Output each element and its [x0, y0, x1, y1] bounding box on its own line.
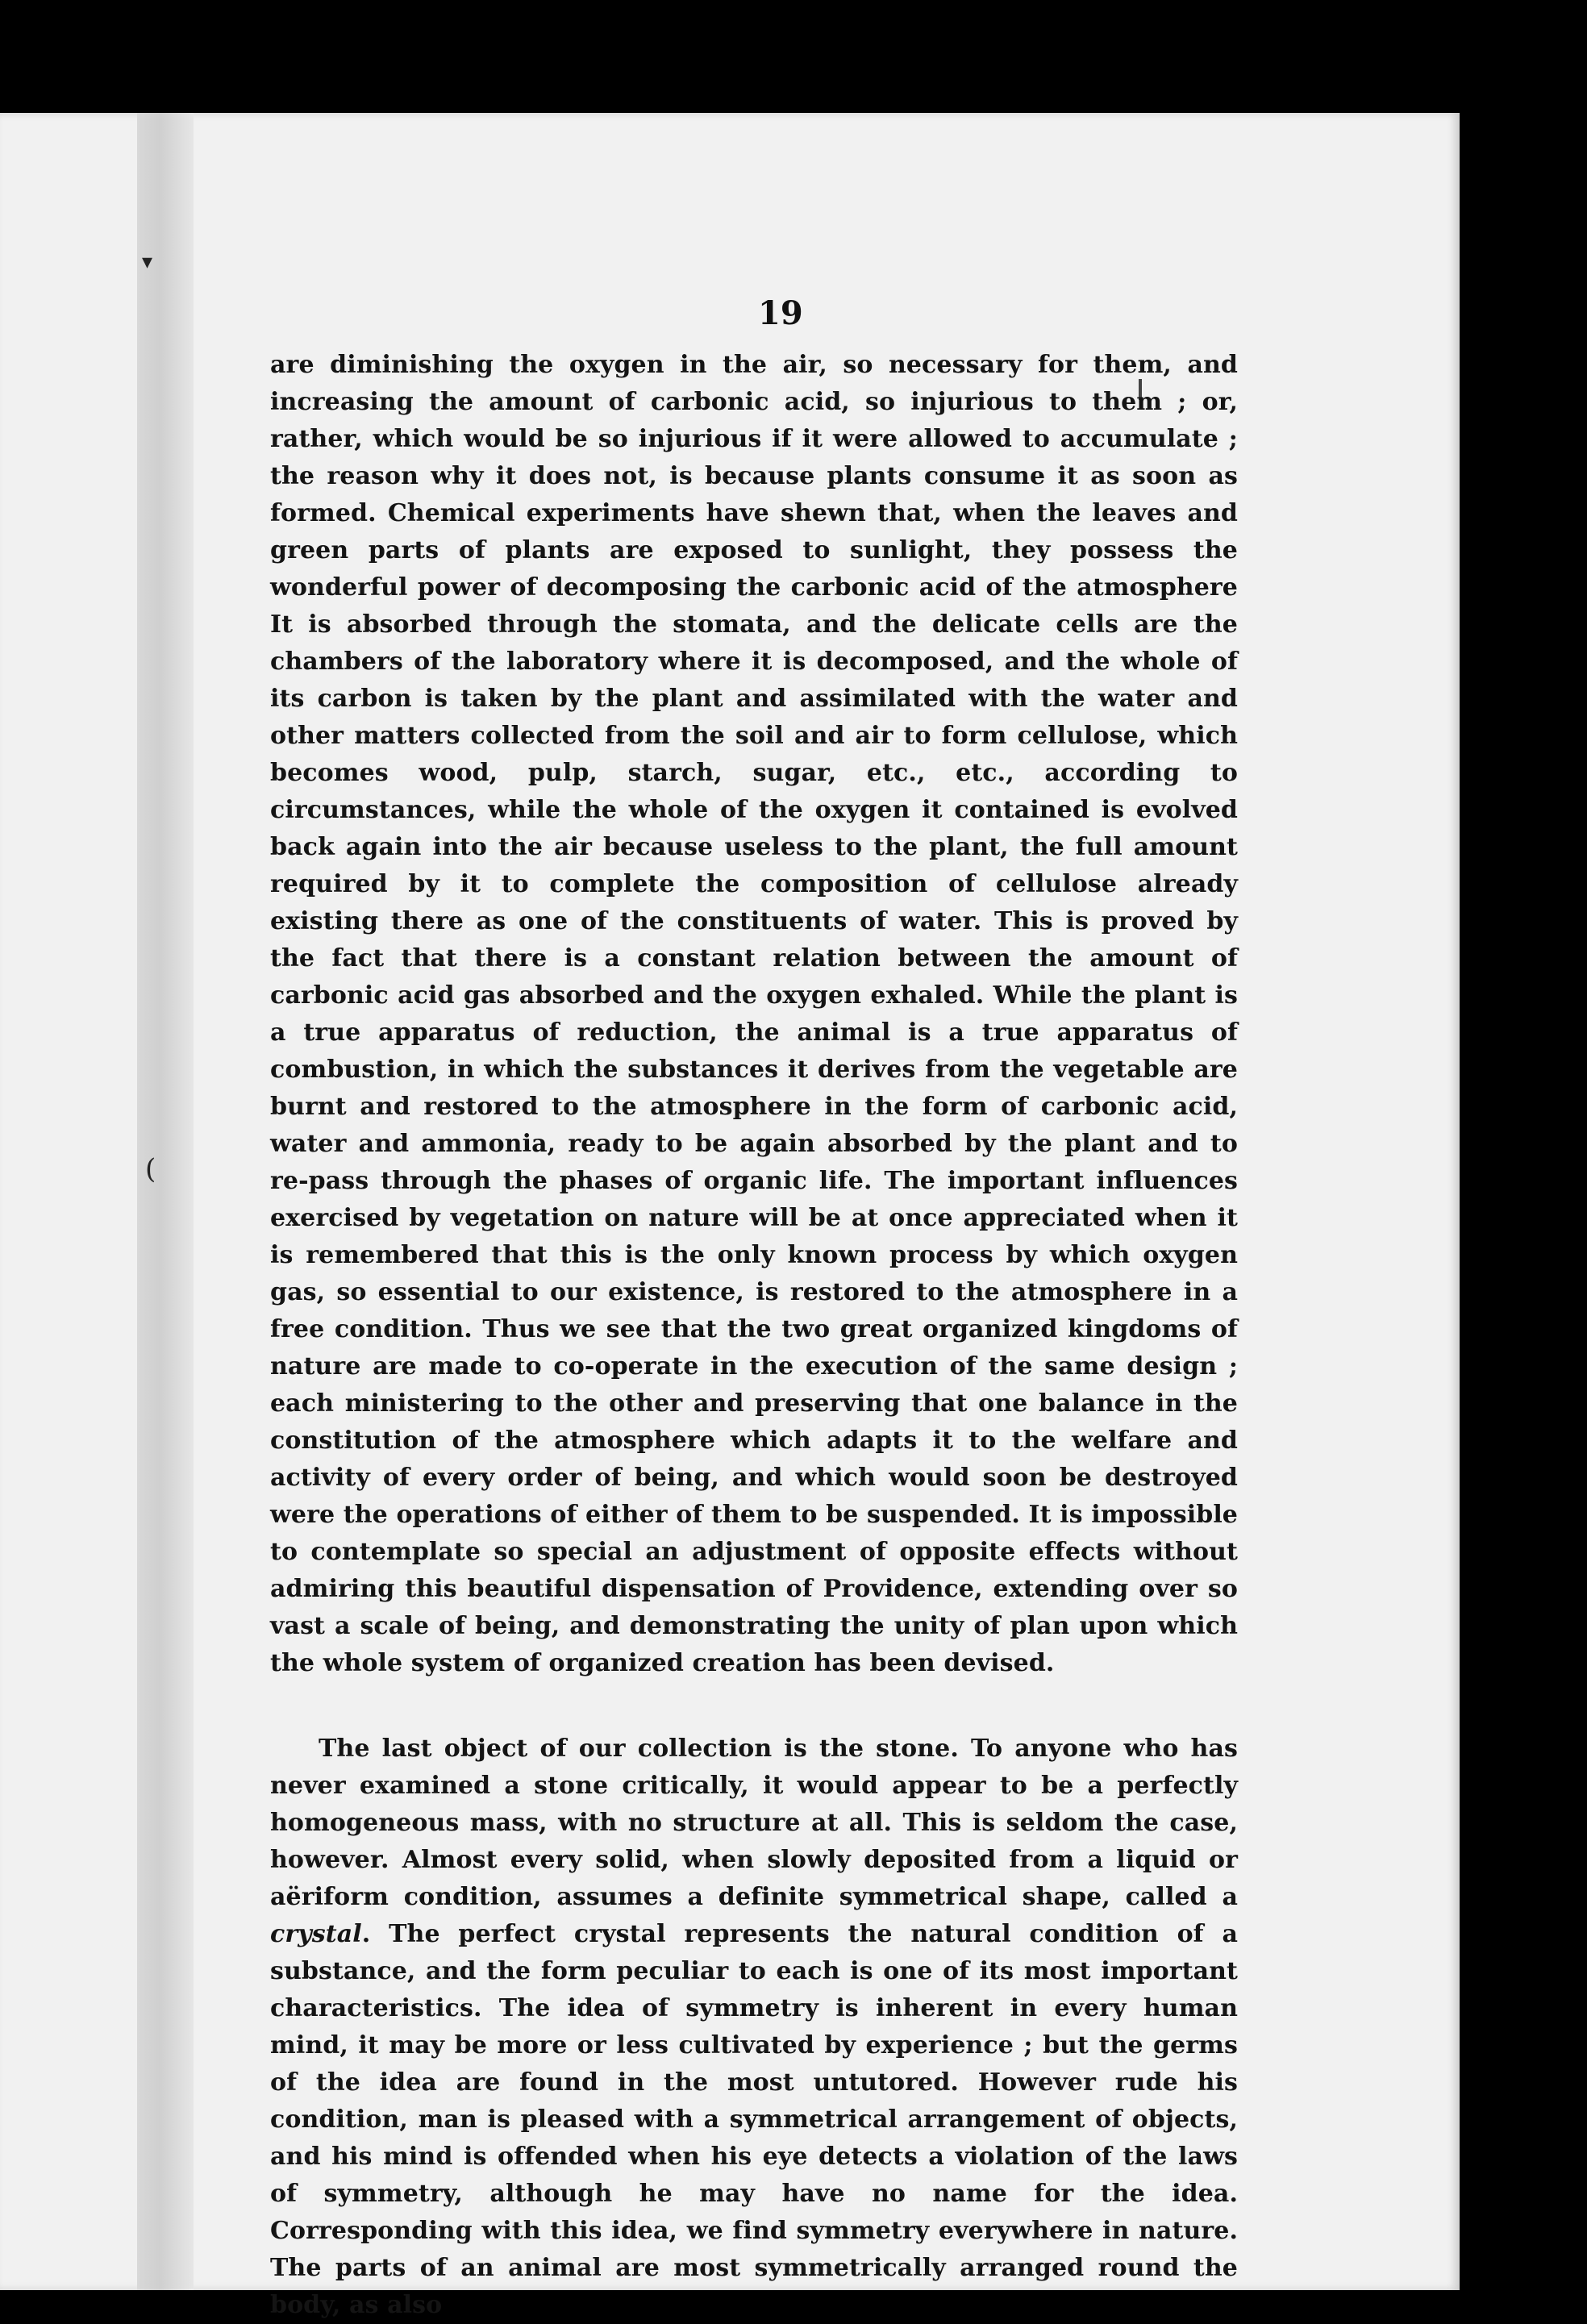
paragraph-stone-text-start: The last object of our collection is the stone. To anyone who has never examined a stone critically, it would appear to be a perfectly homogeneous mass, with no structure at all. This is seldom the case, however. Almost every solid, when slowly deposited from a liquid or aëriform condition, assumes a definite symmetrical shape, called a	[270, 1735, 1238, 1911]
paragraph-stone-crystal	[270, 1731, 1238, 2324]
margin-bracket-mark: (	[145, 1153, 156, 1185]
page-number: 19	[758, 294, 803, 332]
paragraph-stone-text-end: . The perfect crystal represents the natural condition of a substance, and the form peculiar to each is one of its most important characteristics. The idea of symmetry is inherent in every human mind, it may be more or less cultivated by experience ; but the germs of the idea are found in the most untutored. However rude his condition, man is pleased with a symmetrical arrangement of objects, and his mind is offended when his eye detects a violation of the laws of symmetry, although he may have no name for the idea. Corresponding with this idea, we find symmetry everywhere in nature. The parts of an animal are most symmetrically arranged round the body, as also	[270, 1920, 1238, 2319]
margin-tick-mark: ▾	[142, 250, 153, 274]
book-page	[0, 113, 1460, 2319]
paragraph-photosynthesis: are diminishing the oxygen in the air, so necessary for them, and increasing the amount of carbonic acid, so injurious to them ; or, rather, which would be so injurious if it were allowed to accumulate ; the reason why it does not, is because plants consume it as soon as formed. Chemical experiments have shewn that, when the leaves and green parts of plants are exposed to sunlight, they possess the wonderful power of decomposing the carbonic acid of the atmosphere It is absorbed through the stomata, and the delicate cells are the chambers of the laboratory where it is decomposed, and the whole of its carbon is taken by the plant and assimilated with the water and other matters collected from the soil and air to form cellulose, which becomes wood, pulp, starch, sugar, etc., etc., according to circumstances, while the whole of the oxygen it contained is evolved back again into the air because useless to the plant, the full amount required by it to complete the composition of cellulose already existing there as one of the constituents of water. This is proved by the fact that there is a constant relation between the amount of carbonic acid gas absorbed and the oxygen exhaled. While the plant is a true apparatus of reduction, the animal is a true apparatus of combustion, in which the substances it derives from the vegetable are burnt and restored to the atmosphere in the form of carbonic acid, water and ammonia, ready to be again absorbed by the plant and to re-pass through the phases of organic life. The important influences exercised by vegetation on nature will be at once appreciated when it is remembered that this is the only known process by which oxygen gas, so essential to our existence, is restored to the atmosphere in a free condition. Thus we see that the two great organized kingdoms of nature are made to co-operate in the execution of the same design ; each ministering to the other and preserving that one balance in the constitution of the atmosphere which adapts it to the welfare and activity of every order of being, and which would soon be destroyed were the operations of either of them to be suspended. It is impossible to contemplate so special an adjustment of opposite effects without admiring this beautiful dispensation of Providence, extending over so vast a scale of being, and demonstrating the unity of plan upon which the whole system of organized creation has been devised.	[270, 351, 1238, 1677]
page-gutter	[137, 113, 194, 2290]
body-text	[270, 347, 1238, 2324]
italic-term-crystal: crystal	[270, 1920, 362, 1948]
